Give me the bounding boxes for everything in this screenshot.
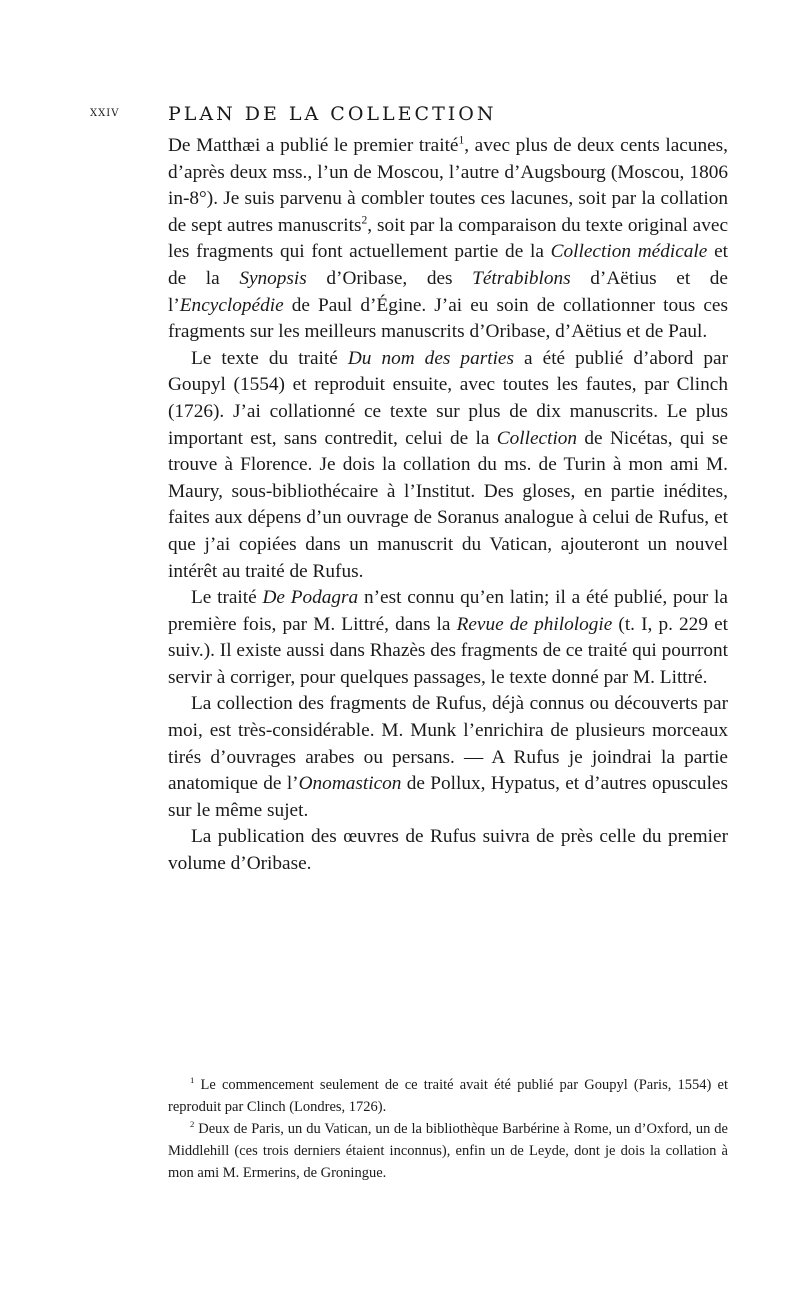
footnote-ref-1: 1: [458, 133, 465, 147]
running-head: [90, 103, 728, 127]
paragraph-matthaei: De Matthæi a publié le premier traité$^1$, avec plus de deux cents lacunes, d’après deux mss., l’un de Moscou, l’autre d’Augsbourg (Moscou, 1806 in-8°). Je suis parvenu à combler toutes ces lacunes, soit par la collation de sept autres manuscrits$^2$, soit par la comparaison du texte original avec les fragments qui font actuellement partie de la Collection médicale et de la Synopsis d’Oribase, des Tétrabiblons d’Aëtius et de l’Encyclopédie de Paul d’Égine. J’ai eu soin de collationner tous ces fragments sur les meilleurs manuscrits d’Oribase, d’Aëtius et de Paul.: [168, 133, 728, 343]
paragraph-publication: La publication des œuvres de Rufus suivra de près celle du premier volume d’Oribase.: [168, 826, 728, 875]
page-number: XXIV: [90, 108, 120, 119]
paragraph-nom-des-parties: Le texte du traité Du nom des parties a été publié d’abord par Goupyl (1554) et reproduit ensuite, avec toutes les fautes, par Clinch (1726). J’ai collationné ce texte sur plus de dix manuscrits. Le plus important est, sans contredit, celui de la Collection de Nicétas, qui se trouve à Florence. Je dois la collation du ms. de Turin à mon ami M. Maury, sous-bibliothécaire à l’Institut. Des gloses, en partie inédites, faites aux dépens d’un ouvrage de Soranus analogue à celui de Rufus, et que j’ai copiées dans un manuscrit du Vatican, ajouteront un nouvel intérêt au traité de Rufus.: [168, 347, 728, 582]
footnote-2: $^2$ Deux de Paris, un du Vatican, un de la bibliothèque Barbérine à Rome, un d’Oxford, un de Middlehill (ces trois derniers étaient inconnus), enfin un de Leyde, dont je dois la collation à mon ami M. Ermerins, de Groningue.: [168, 1119, 728, 1181]
running-title: PLAN DE LA COLLECTION: [168, 103, 497, 125]
footnote-ref-2: 2: [361, 213, 368, 227]
paragraph-fragments-rufus: La collection des fragments de Rufus, déjà connus ou découverts par moi, est très-considérable. M. Munk l’enrichira de plusieurs morceaux tirés d’ouvrages arabes ou persans. — A Rufus je joindrai la partie anatomique de l’Onomasticon de Pollux, Hypatus, et d’autres opuscules sur le même sujet.: [168, 693, 728, 821]
footnotes: [168, 1074, 728, 1184]
main-text: [168, 133, 728, 878]
footnote-1: $^1$ Le commencement seulement de ce traité avait été publié par Goupyl (Paris, 1554) et reproduit par Clinch (Londres, 1726).: [168, 1075, 728, 1115]
footnote-1-number: 1: [190, 1075, 195, 1086]
paragraph-de-podagra: Le traité De Podagra n’est connu qu’en latin; il a été publié, pour la première fois, par M. Littré, dans la Revue de philologie (t. I, p. 229 et suiv.). Il existe aussi dans Rhazès des fragments de ce traité qui pourront servir à corriger, pour quelques passages, le texte donné par M. Littré.: [168, 587, 728, 688]
footnote-2-number: 2: [190, 1119, 195, 1130]
